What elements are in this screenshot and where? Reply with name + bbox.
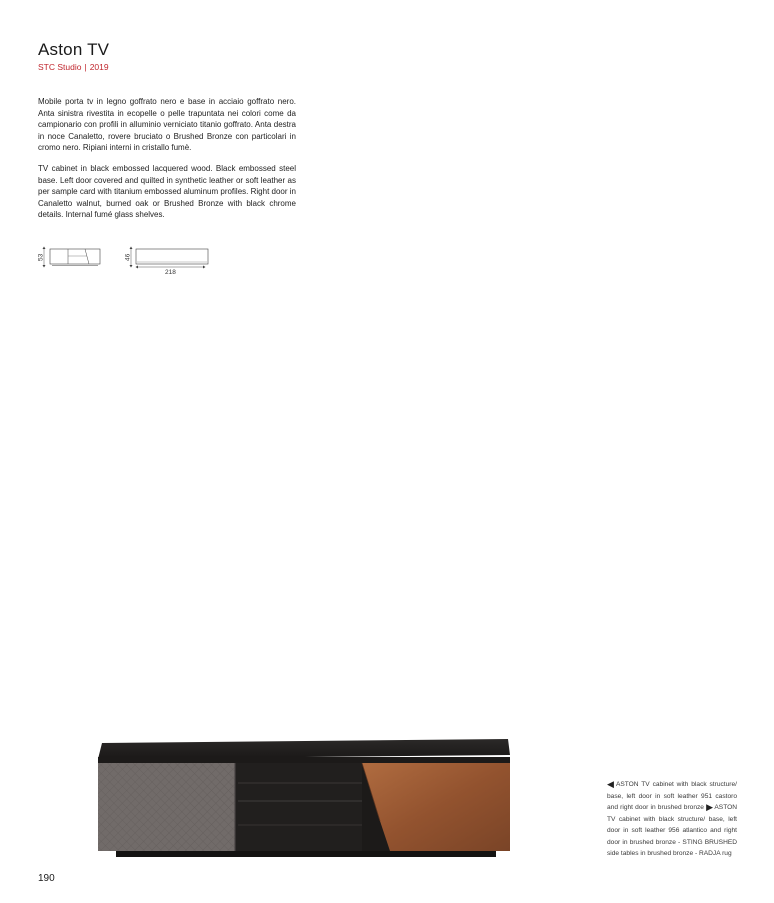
dimension-diagram xyxy=(38,246,213,276)
designer-name: STC Studio xyxy=(38,62,82,72)
designer-year xyxy=(38,62,109,72)
photo-caption xyxy=(607,779,737,860)
depth-label: 46 xyxy=(124,253,132,261)
caption-text-right: ASTON TV cabinet with black structure/ base, left door in soft leather 956 atlantico and right door in brushed bronze - STING BRUSHED side tables in brushed bronze - RADJA rug xyxy=(607,804,738,857)
height-label: 53 xyxy=(37,253,45,261)
triangle-left-icon: ◀ xyxy=(607,779,615,789)
design-year: 2019 xyxy=(89,62,109,72)
width-label: 218 xyxy=(165,269,176,276)
page-number: 190 xyxy=(38,873,55,884)
dimension-drawings xyxy=(38,246,213,276)
top-view-drawing xyxy=(130,247,209,269)
product-title: Aston TV xyxy=(38,40,110,59)
triangle-right-icon: ▶ xyxy=(706,802,714,812)
product-photo xyxy=(80,735,530,865)
tv-cabinet-illustration xyxy=(80,735,530,865)
description-italian: Mobile porta tv in legno goffrato nero e base in acciaio goffrato nero. Anta sinistra rivestita in ecopelle o pelle trapuntata nei colori come da campionario con profili in alluminio verniciato titanio goffrato. Anta destra in noce Canaletto, rovere bruciato o Brushed Bronze con particolari in cromo nero. Ripiani interni in cristallo fumè. xyxy=(38,97,296,153)
separator: | xyxy=(84,62,87,72)
front-view-drawing xyxy=(43,247,101,268)
caption-text-left: ASTON TV cabinet with black structure/ base, left door in soft leather 951 castoro and right door in brushed bronze xyxy=(607,781,737,811)
description-english: TV cabinet in black embossed lacquered wood. Black embossed steel base. Left door covered and quilted in synthetic leather or soft leather as per sample card with titanium embossed aluminum profiles. Right door in Canaletto walnut, burned oak or Brushed Bronze with black chrome details. Internal fumé glass shelves. xyxy=(38,164,296,220)
